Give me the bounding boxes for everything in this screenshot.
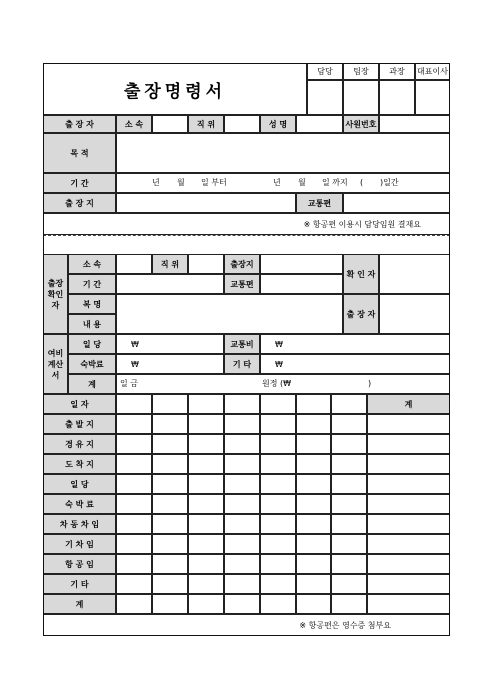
ledger-row-label: 항 공 임 [43,554,116,574]
ledger-row-label: 경 유 지 [43,434,116,454]
ledger-cell[interactable] [296,514,331,534]
ledger-cell[interactable] [331,494,367,514]
confirm-position-label: 직 위 [152,254,188,274]
confirm-dest-label: 출장지 [224,254,260,274]
ledger-cell[interactable] [152,574,188,594]
ledger-cell[interactable] [116,414,152,434]
ledger-cell[interactable] [331,514,367,534]
period-field[interactable] [116,173,450,193]
ledger-cell[interactable] [188,514,224,534]
ledger-cell[interactable] [260,434,296,454]
ledger-cell[interactable] [116,494,152,514]
ledger-cell[interactable] [367,414,450,434]
ledger-cell[interactable] [367,594,450,614]
ledger-cell[interactable] [331,554,367,574]
dashed-divider [43,235,450,236]
ledger-cell[interactable] [224,394,260,414]
purpose-field[interactable] [116,133,450,173]
ledger-cell[interactable] [188,494,224,514]
period-month-1: 월 [177,178,185,187]
ledger-cell[interactable] [260,474,296,494]
ledger-cell[interactable] [116,574,152,594]
confirm-section-label: 출장확인자 [43,254,68,334]
destination-label: 출 장 지 [43,193,116,213]
ledger-cell[interactable] [224,434,260,454]
ledger-cell[interactable] [188,594,224,614]
confirm-transport-field[interactable] [260,274,343,294]
ledger-cell[interactable] [296,554,331,574]
confirm-dept-field[interactable] [116,254,152,274]
amount-won-label: 원정 (₩ [262,379,292,388]
ledger-cell[interactable] [296,434,331,454]
ledger-cell[interactable] [260,494,296,514]
ledger-cell[interactable] [224,534,260,554]
employee-no-field[interactable] [379,115,450,133]
ledger-cell[interactable] [296,494,331,514]
other-cost-field[interactable]: ₩ [260,354,450,374]
confirm-period-label: 기 간 [68,274,116,294]
ledger-cell[interactable] [224,454,260,474]
ledger-cell[interactable] [152,494,188,514]
ledger-cell[interactable] [296,474,331,494]
daily-allowance-field[interactable]: ₩ [116,334,224,354]
ledger-cell[interactable] [367,494,450,514]
transport-cost-label: 교통비 [224,334,260,354]
ledger-cell[interactable] [296,394,331,414]
position-label: 직 위 [188,115,224,133]
content-label: 내 용 [68,314,116,334]
ledger-cell[interactable] [367,514,450,534]
transport-cost-field[interactable]: ₩ [260,334,450,354]
ledger-cell[interactable] [260,574,296,594]
ledger-total-header: 계 [367,394,450,414]
ledger-cell[interactable] [116,394,152,414]
report-content-field[interactable] [116,294,343,334]
ledger-cell[interactable] [188,574,224,594]
ledger-cell[interactable] [188,394,224,414]
lodging-label: 숙박료 [68,354,116,374]
dept-label: 소 속 [116,115,152,133]
form-title: 출장명령서 [123,81,227,102]
ledger-cell[interactable] [152,474,188,494]
ledger-cell[interactable] [260,454,296,474]
confirm-traveler-field[interactable] [379,294,450,334]
ledger-cell[interactable] [331,574,367,594]
ledger-cell[interactable] [331,414,367,434]
approval-header-4: 대표이사 [415,63,450,80]
ledger-cell[interactable] [260,394,296,414]
ledger-row-label: 도 착 지 [43,454,116,474]
ledger-cell[interactable] [367,474,450,494]
ledger-cell[interactable] [296,534,331,554]
ledger-cell[interactable] [224,574,260,594]
ledger-cell[interactable] [188,414,224,434]
ledger-cell[interactable] [188,454,224,474]
ledger-cell[interactable] [152,434,188,454]
period-days: )일간 [380,178,399,187]
ledger-cell[interactable] [224,494,260,514]
ledger-cell[interactable] [224,474,260,494]
destination-field[interactable] [116,193,296,213]
expense-section-label: 여비계산서 [43,334,68,394]
ledger-cell[interactable] [116,514,152,534]
ledger-cell[interactable] [296,574,331,594]
ledger-cell[interactable] [331,534,367,554]
ledger-cell[interactable] [296,594,331,614]
ledger-cell[interactable] [116,594,152,614]
transport-field[interactable] [343,193,450,213]
ledger-cell[interactable] [331,454,367,474]
ledger-cell[interactable] [152,594,188,614]
ledger-cell[interactable] [296,454,331,474]
ledger-cell[interactable] [152,414,188,434]
ledger-row-label: 기 타 [43,574,116,594]
expense-total-label: 계 [68,374,116,394]
ledger-cell[interactable] [367,554,450,574]
ledger-cell[interactable] [260,414,296,434]
ledger-row-label: 출 발 지 [43,414,116,434]
confirmer-label: 확 인 자 [343,254,379,294]
lodging-field[interactable]: ₩ [116,354,224,374]
ledger-cell[interactable] [331,434,367,454]
confirm-period-field[interactable] [116,274,224,294]
name-field[interactable] [296,115,343,133]
ledger-cell[interactable] [367,434,450,454]
ledger-cell[interactable] [260,514,296,534]
ledger-row-label: 계 [43,594,116,614]
approval-header-3: 과장 [379,63,415,80]
approval-sign-2[interactable] [343,80,379,115]
purpose-label: 목 적 [43,133,116,173]
name-label: 성 명 [260,115,296,133]
approval-header-2: 팀장 [343,63,379,80]
dept-field[interactable] [152,115,188,133]
position-field[interactable] [224,115,260,133]
confirm-dept-label: 소 속 [68,254,116,274]
ledger-row-label: 일 자 [43,394,116,414]
ledger-row-label: 기 차 임 [43,534,116,554]
ledger-cell[interactable] [331,394,367,414]
ledger-cell[interactable] [152,394,188,414]
ledger-cell[interactable] [331,594,367,614]
confirm-traveler-label: 출 장 자 [343,294,379,334]
ledger-cell[interactable] [116,474,152,494]
period-day-2: 일 까지 [322,178,348,187]
ledger-cell[interactable] [224,554,260,574]
ledger-cell[interactable] [188,474,224,494]
other-cost-label: 기 타 [224,354,260,374]
report-label: 복 명 [68,294,116,314]
period-day-1: 일 부터 [201,178,227,187]
ledger-cell[interactable] [188,554,224,574]
confirm-dest-field[interactable] [260,254,343,274]
period-paren-open: ( [360,178,364,187]
period-label: 기 간 [43,173,116,193]
ledger-cell[interactable] [152,454,188,474]
approval-sign-4[interactable] [415,80,450,115]
ledger-cell[interactable] [331,474,367,494]
ledger-cell[interactable] [260,534,296,554]
approval-sign-3[interactable] [379,80,415,115]
ledger-cell[interactable] [152,514,188,534]
ledger-cell[interactable] [367,534,450,554]
ledger-row-label: 일 당 [43,474,116,494]
approval-header-1: 담당 [307,63,343,80]
period-year-2: 년 [273,178,281,187]
ledger-cell[interactable] [116,434,152,454]
ledger-cell[interactable] [188,434,224,454]
ledger-cell[interactable] [260,554,296,574]
daily-allowance-label: 일 당 [68,334,116,354]
confirm-transport-label: 교통편 [224,274,260,294]
approval-sign-1[interactable] [307,80,343,115]
transport-label: 교통편 [296,193,343,213]
receipt-note: ※ 항공편은 영수증 첨부요 [43,614,450,636]
traveler-label: 출 장 자 [43,115,116,133]
ledger-cell[interactable] [116,554,152,574]
employee-no-label: 사원번호 [343,115,379,133]
ledger-cell[interactable] [188,534,224,554]
ledger-row-label: 숙 박 료 [43,494,116,514]
ledger-cell[interactable] [224,594,260,614]
period-year-1: 년 [152,178,160,187]
air-approval-note: ※ 항공편 이용시 담당임원 결재요 [43,213,450,235]
period-month-2: 월 [298,178,306,187]
amount-words-label: 일 금 [120,379,138,388]
ledger-cell[interactable] [296,414,331,434]
ledger-cell[interactable] [152,554,188,574]
ledger-cell[interactable] [367,454,450,474]
amount-close-paren: ) [368,379,372,388]
ledger-cell[interactable] [260,594,296,614]
ledger-cell[interactable] [116,534,152,554]
ledger-cell[interactable] [224,514,260,534]
ledger-cell[interactable] [116,454,152,474]
form-title-cell [43,63,307,115]
ledger-cell[interactable] [152,534,188,554]
ledger-cell[interactable] [367,574,450,594]
ledger-row-label: 차 동 차 임 [43,514,116,534]
confirm-position-field[interactable] [188,254,224,274]
confirmer-field[interactable] [379,254,450,294]
ledger-cell[interactable] [224,414,260,434]
